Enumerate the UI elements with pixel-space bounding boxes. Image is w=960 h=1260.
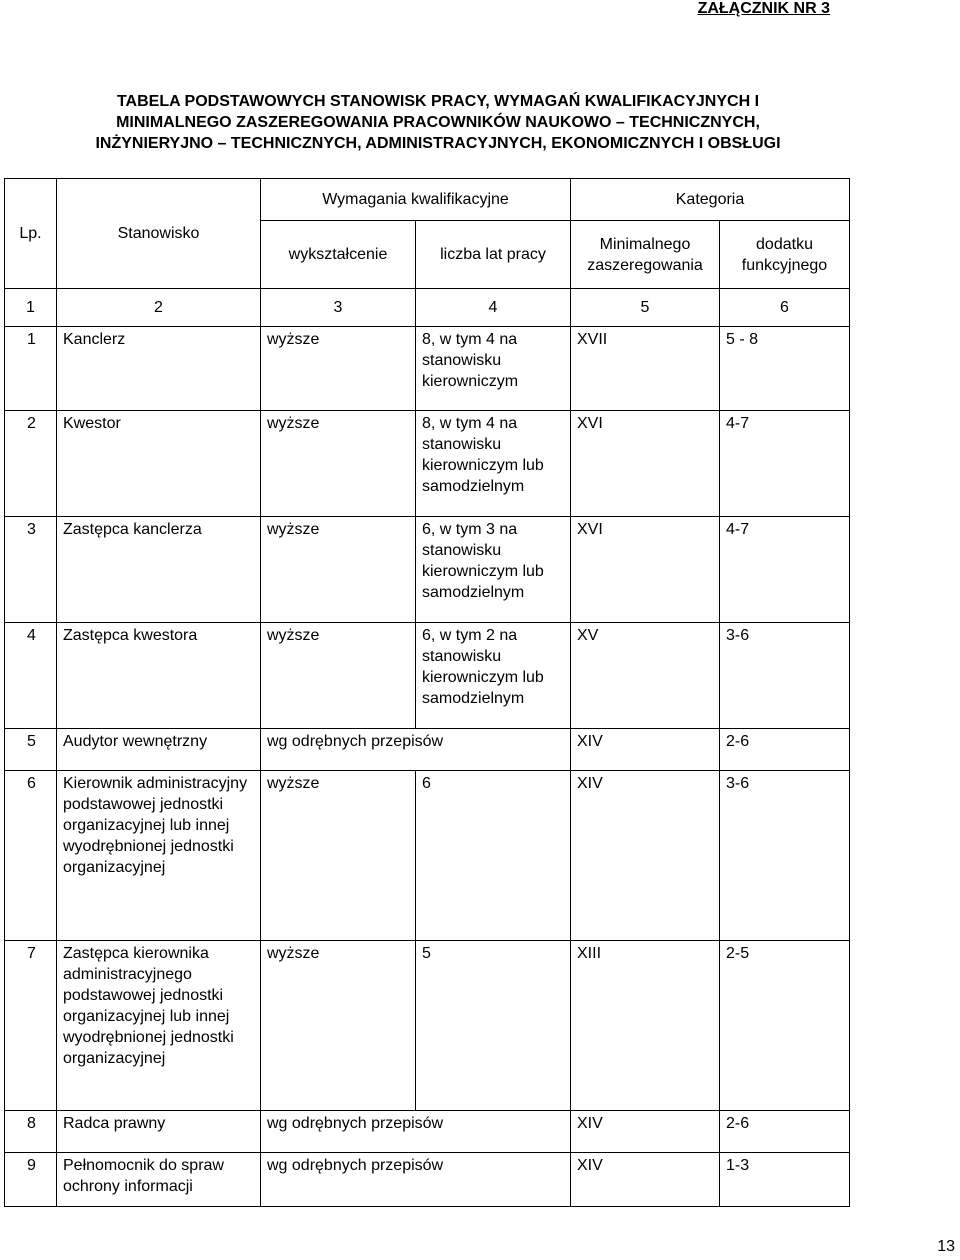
header-requirements: Wymagania kwalifikacyjne bbox=[261, 179, 571, 221]
row-education: wyższe bbox=[261, 517, 416, 623]
row-position: Kanclerz bbox=[57, 327, 261, 411]
row-allowance: 2-5 bbox=[720, 941, 850, 1111]
table-row bbox=[5, 1111, 850, 1153]
row-allowance: 3-6 bbox=[720, 771, 850, 941]
table-row bbox=[5, 411, 850, 517]
colnum-4: 4 bbox=[416, 289, 571, 327]
row-min-grade: XVI bbox=[571, 411, 720, 517]
page-number: 13 bbox=[937, 1238, 955, 1255]
row-allowance: 4-7 bbox=[720, 517, 850, 623]
row-position: Zastępca kanclerza bbox=[57, 517, 261, 623]
title-line-1: TABELA PODSTAWOWYCH STANOWISK PRACY, WYMAGAŃ KWALIFIKACYJNYCH I bbox=[116, 93, 760, 110]
colnum-2: 2 bbox=[57, 289, 261, 327]
header-min-grade: Minimalnego zaszeregowania bbox=[571, 221, 720, 289]
table-row bbox=[5, 729, 850, 771]
header-education: wykształcenie bbox=[261, 221, 416, 289]
row-years: 6, w tym 3 na stanowisku kierowniczym lub samodzielnym bbox=[416, 517, 571, 623]
row-merged-requirements: wg odrębnych przepisów bbox=[261, 729, 571, 771]
row-min-grade: XVI bbox=[571, 517, 720, 623]
row-position: Zastępca kwestora bbox=[57, 623, 261, 729]
row-education: wyższe bbox=[261, 623, 416, 729]
table-row bbox=[5, 327, 850, 411]
row-min-grade: XVII bbox=[571, 327, 720, 411]
row-years: 8, w tym 4 na stanowisku kierowniczym lub samodzielnym bbox=[416, 411, 571, 517]
row-allowance: 2-6 bbox=[720, 1111, 850, 1153]
positions-table bbox=[4, 178, 850, 1207]
row-min-grade: XIII bbox=[571, 941, 720, 1111]
row-position: Kierownik administracyjny podstawowej jednostki organizacyjnej lub innej wyodrębnionej jednostki organizacyjnej bbox=[57, 771, 261, 941]
row-lp: 2 bbox=[5, 411, 57, 517]
row-min-grade: XV bbox=[571, 623, 720, 729]
row-years: 6, w tym 2 na stanowisku kierowniczym lub samodzielnym bbox=[416, 623, 571, 729]
row-lp: 5 bbox=[5, 729, 57, 771]
row-allowance: 2-6 bbox=[720, 729, 850, 771]
row-merged-requirements: wg odrębnych przepisów bbox=[261, 1153, 571, 1207]
row-lp: 4 bbox=[5, 623, 57, 729]
row-min-grade: XIV bbox=[571, 771, 720, 941]
title-line-3: INŻYNIERYJNO – TECHNICZNYCH, ADMINISTRACYJNYCH, EKONOMICZNYCH I OBSŁUGI bbox=[95, 135, 781, 152]
row-allowance: 3-6 bbox=[720, 623, 850, 729]
row-education: wyższe bbox=[261, 771, 416, 941]
row-min-grade: XIV bbox=[571, 729, 720, 771]
row-lp: 8 bbox=[5, 1111, 57, 1153]
row-position: Zastępca kierownika administracyjnego podstawowej jednostki organizacyjnej lub innej wyodrębnionej jednostki organizacyjnej bbox=[57, 941, 261, 1111]
row-years: 6 bbox=[416, 771, 571, 941]
row-years: 8, w tym 4 na stanowisku kierowniczym bbox=[416, 327, 571, 411]
row-education: wyższe bbox=[261, 327, 416, 411]
header-allowance: dodatku funkcyjnego bbox=[720, 221, 850, 289]
row-education: wyższe bbox=[261, 941, 416, 1111]
row-position: Kwestor bbox=[57, 411, 261, 517]
annex-label: ZAŁĄCZNIK NR 3 bbox=[697, 0, 830, 17]
row-lp: 6 bbox=[5, 771, 57, 941]
colnum-6: 6 bbox=[720, 289, 850, 327]
row-min-grade: XIV bbox=[571, 1153, 720, 1207]
table-row bbox=[5, 517, 850, 623]
table-row bbox=[5, 1153, 850, 1207]
row-education: wyższe bbox=[261, 411, 416, 517]
row-min-grade: XIV bbox=[571, 1111, 720, 1153]
header-position: Stanowisko bbox=[57, 179, 261, 289]
table-row bbox=[5, 623, 850, 729]
header-lp: Lp. bbox=[5, 179, 57, 289]
row-allowance: 1-3 bbox=[720, 1153, 850, 1207]
row-lp: 7 bbox=[5, 941, 57, 1111]
colnum-5: 5 bbox=[571, 289, 720, 327]
row-position: Pełnomocnik do spraw ochrony informacji bbox=[57, 1153, 261, 1207]
table-row bbox=[5, 941, 850, 1111]
document-title bbox=[38, 91, 838, 154]
row-position: Radca prawny bbox=[57, 1111, 261, 1153]
row-years: 5 bbox=[416, 941, 571, 1111]
row-lp: 9 bbox=[5, 1153, 57, 1207]
header-category: Kategoria bbox=[571, 179, 850, 221]
title-line-2: MINIMALNEGO ZASZEREGOWANIA PRACOWNIKÓW NAUKOWO – TECHNICZNYCH, bbox=[116, 114, 760, 131]
table-row bbox=[5, 771, 850, 941]
row-lp: 1 bbox=[5, 327, 57, 411]
row-position: Audytor wewnętrzny bbox=[57, 729, 261, 771]
colnum-3: 3 bbox=[261, 289, 416, 327]
row-allowance: 4-7 bbox=[720, 411, 850, 517]
row-allowance: 5 - 8 bbox=[720, 327, 850, 411]
colnum-1: 1 bbox=[5, 289, 57, 327]
row-lp: 3 bbox=[5, 517, 57, 623]
header-years: liczba lat pracy bbox=[416, 221, 571, 289]
row-merged-requirements: wg odrębnych przepisów bbox=[261, 1111, 571, 1153]
